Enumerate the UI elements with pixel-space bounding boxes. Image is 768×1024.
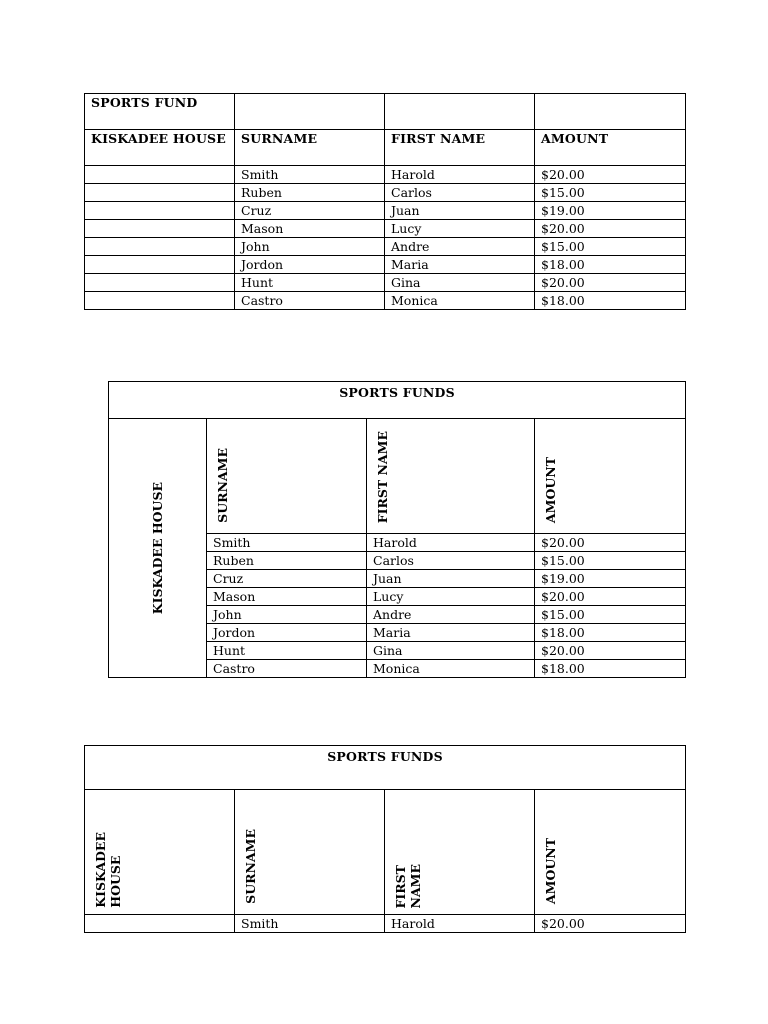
house-label-line-2: HOUSE bbox=[108, 855, 123, 908]
first-name-cell: Lucy bbox=[385, 220, 535, 238]
table-header-row-top bbox=[85, 94, 686, 130]
amount-cell: $20.00 bbox=[535, 588, 686, 606]
empty-cell bbox=[385, 94, 535, 130]
house-cell bbox=[85, 202, 235, 220]
amount-label: AMOUNT bbox=[543, 456, 558, 523]
col-header-house: KISKADEE HOUSE bbox=[85, 130, 235, 166]
surname-cell: John bbox=[207, 606, 367, 624]
first-name-cell: Carlos bbox=[385, 184, 535, 202]
surname-cell: Ruben bbox=[207, 552, 367, 570]
amount-cell: $20.00 bbox=[535, 166, 686, 184]
surname-cell: Mason bbox=[207, 588, 367, 606]
surname-cell: Mason bbox=[235, 220, 385, 238]
amount-cell: $18.00 bbox=[535, 292, 686, 310]
table-row bbox=[85, 184, 686, 202]
first-name-cell: Juan bbox=[385, 202, 535, 220]
house-cell bbox=[85, 184, 235, 202]
amount-cell: $15.00 bbox=[535, 184, 686, 202]
sports-funds-table-2 bbox=[108, 381, 686, 678]
first-name-cell: Gina bbox=[385, 274, 535, 292]
table-header-row bbox=[85, 130, 686, 166]
amount-cell: $18.00 bbox=[535, 624, 686, 642]
surname-cell: Cruz bbox=[207, 570, 367, 588]
house-cell bbox=[85, 292, 235, 310]
table-header-row bbox=[109, 419, 686, 534]
first-name-label: FIRST NAME bbox=[375, 430, 390, 523]
col-header-amount: AMOUNT bbox=[535, 130, 686, 166]
surname-cell: Smith bbox=[207, 534, 367, 552]
first-name-cell: Harold bbox=[385, 915, 535, 933]
first-name-cell: Monica bbox=[367, 660, 535, 678]
surname-label: SURNAME bbox=[243, 829, 258, 904]
house-label: KISKADEE HOUSE bbox=[150, 481, 165, 615]
first-name-cell: Harold bbox=[367, 534, 535, 552]
house-cell bbox=[85, 166, 235, 184]
col-header-amount bbox=[535, 790, 686, 915]
sports-fund-label: SPORTS FUND bbox=[85, 94, 235, 130]
col-header-first-name bbox=[367, 419, 535, 534]
sports-fund-table-1 bbox=[84, 93, 686, 310]
house-cell bbox=[85, 274, 235, 292]
house-cell bbox=[85, 238, 235, 256]
surname-cell: Hunt bbox=[207, 642, 367, 660]
amount-cell: $15.00 bbox=[535, 238, 686, 256]
first-name-cell: Andre bbox=[385, 238, 535, 256]
surname-cell: Ruben bbox=[235, 184, 385, 202]
amount-cell: $15.00 bbox=[535, 552, 686, 570]
amount-cell: $20.00 bbox=[535, 642, 686, 660]
empty-cell bbox=[535, 94, 686, 130]
col-header-first-name bbox=[385, 790, 535, 915]
amount-label: AMOUNT bbox=[543, 837, 558, 904]
first-name-label-line-2: NAME bbox=[408, 863, 423, 908]
amount-cell: $20.00 bbox=[535, 534, 686, 552]
surname-cell: John bbox=[235, 238, 385, 256]
amount-cell: $20.00 bbox=[535, 220, 686, 238]
surname-cell: Castro bbox=[235, 292, 385, 310]
table-title-row bbox=[85, 746, 686, 790]
amount-cell: $19.00 bbox=[535, 570, 686, 588]
table-row bbox=[85, 274, 686, 292]
col-header-first-name: FIRST NAME bbox=[385, 130, 535, 166]
table-title-row bbox=[109, 382, 686, 419]
first-name-cell: Harold bbox=[385, 166, 535, 184]
amount-cell: $18.00 bbox=[535, 660, 686, 678]
table-title: SPORTS FUNDS bbox=[109, 382, 686, 419]
first-name-cell: Lucy bbox=[367, 588, 535, 606]
amount-cell: $20.00 bbox=[535, 915, 686, 933]
surname-cell: Castro bbox=[207, 660, 367, 678]
first-name-cell: Juan bbox=[367, 570, 535, 588]
surname-cell: Smith bbox=[235, 166, 385, 184]
amount-cell: $15.00 bbox=[535, 606, 686, 624]
first-name-cell: Gina bbox=[367, 642, 535, 660]
amount-cell: $20.00 bbox=[535, 274, 686, 292]
house-cell bbox=[85, 915, 235, 933]
col-header-house bbox=[85, 790, 235, 915]
house-cell bbox=[85, 220, 235, 238]
col-header-surname bbox=[235, 790, 385, 915]
table-row bbox=[85, 238, 686, 256]
table-row bbox=[85, 292, 686, 310]
table-header-row bbox=[85, 790, 686, 915]
amount-cell: $19.00 bbox=[535, 202, 686, 220]
table-row bbox=[85, 256, 686, 274]
amount-cell: $18.00 bbox=[535, 256, 686, 274]
table-row bbox=[85, 202, 686, 220]
col-header-surname bbox=[207, 419, 367, 534]
surname-cell: Hunt bbox=[235, 274, 385, 292]
first-name-cell: Maria bbox=[367, 624, 535, 642]
first-name-cell: Carlos bbox=[367, 552, 535, 570]
house-label-line-1: KISKADEE bbox=[93, 832, 108, 908]
table-row bbox=[85, 166, 686, 184]
surname-cell: Cruz bbox=[235, 202, 385, 220]
surname-cell: Jordon bbox=[235, 256, 385, 274]
col-header-house bbox=[109, 419, 207, 678]
table-row bbox=[85, 220, 686, 238]
table-row bbox=[85, 915, 686, 933]
empty-cell bbox=[235, 94, 385, 130]
first-name-label-line-1: FIRST bbox=[393, 864, 408, 908]
surname-cell: Smith bbox=[235, 915, 385, 933]
house-cell bbox=[85, 256, 235, 274]
surname-label: SURNAME bbox=[215, 448, 230, 523]
first-name-cell: Monica bbox=[385, 292, 535, 310]
col-header-surname: SURNAME bbox=[235, 130, 385, 166]
surname-cell: Jordon bbox=[207, 624, 367, 642]
col-header-amount bbox=[535, 419, 686, 534]
first-name-cell: Andre bbox=[367, 606, 535, 624]
sports-funds-table-3 bbox=[84, 745, 686, 933]
first-name-cell: Maria bbox=[385, 256, 535, 274]
table-title: SPORTS FUNDS bbox=[85, 746, 686, 790]
